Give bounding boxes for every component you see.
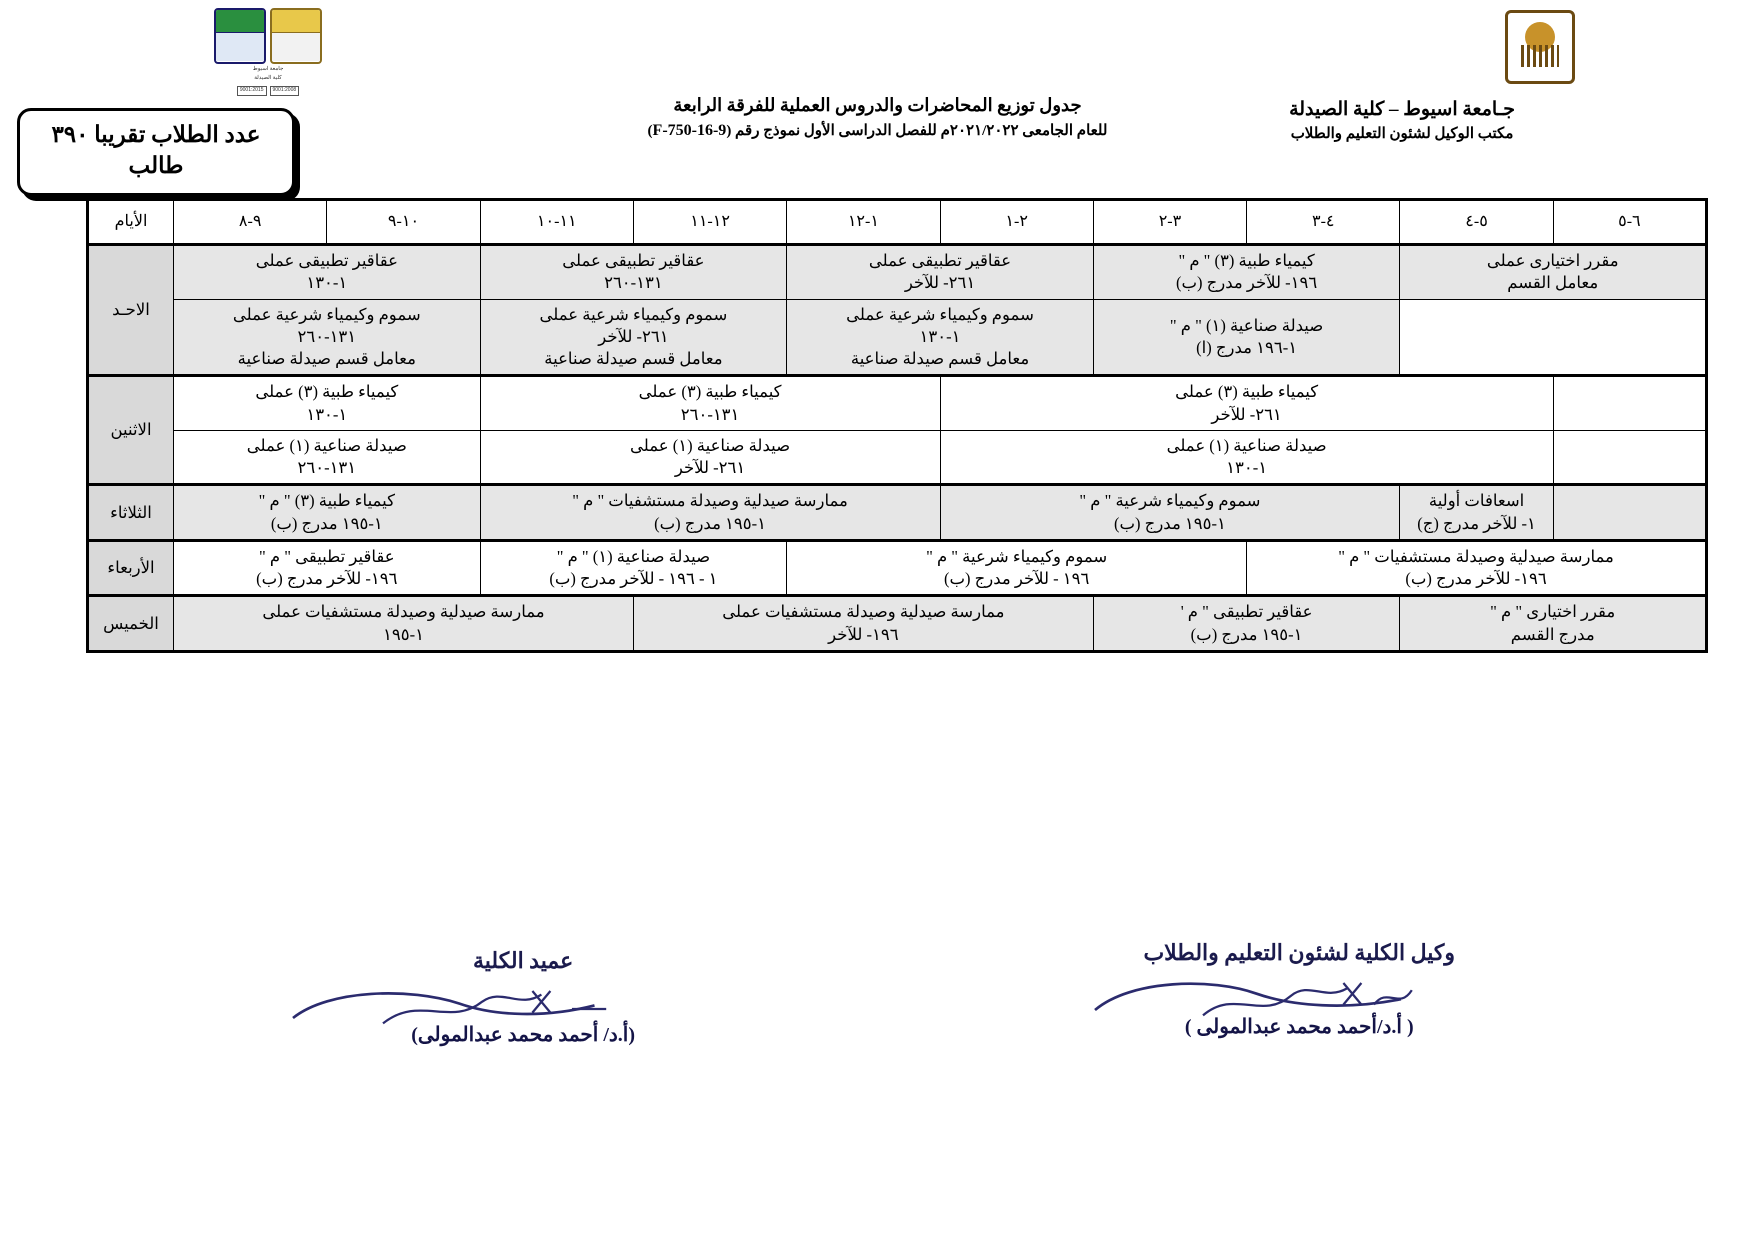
logo-caption-line2: كلية الصيدلة [254, 75, 282, 82]
schedule-cell [174, 596, 634, 652]
schedule-cell-empty [1553, 430, 1706, 485]
time-column-header: ٣-٢ [1093, 200, 1246, 245]
schedule-cell-empty [1553, 485, 1706, 541]
room-range: ١-١٣٠ [919, 326, 961, 346]
signature-area [0, 940, 1755, 1060]
schedule-cell [787, 299, 1094, 376]
room-range: ١٩٦- للآخر مدرج (ب) [1405, 569, 1547, 589]
table-row [88, 596, 1707, 652]
timetable-container [86, 198, 1708, 653]
day-label: الأربعاء [88, 540, 174, 596]
room-range: ٢٦١- للآخر [904, 273, 976, 293]
course-name: سموم وكيمياء شرعية عملى [539, 304, 728, 324]
subtitle-prefix: للعام الجامعى ٢٠٢١/٢٠٢٢م للفصل الدراسى الأول نموذج رقم ( [726, 123, 1108, 139]
room-range: ١-١٩٥ مدرج (ب) [1114, 513, 1226, 533]
university-faculty-name: جـامعة اسيوط – كلية الصيدلة [1289, 99, 1515, 120]
time-column-header: ٥-٤ [1400, 200, 1553, 245]
course-name: مقرر اختيارى عملى [1486, 251, 1619, 270]
room-range: ١- للآخر مدرج (ج) [1417, 513, 1536, 533]
schedule-cell [1400, 245, 1707, 300]
room-range: ٢٦١- للآخر [598, 326, 669, 346]
schedule-cell [480, 299, 787, 376]
room-range: ١-١٩٦ مدرج (ا) [1196, 337, 1298, 357]
schedule-cell [1093, 596, 1400, 652]
course-name: صيدلة صناعية (١) " م " [1169, 315, 1324, 335]
table-row [88, 540, 1707, 596]
course-name: ممارسة صيدلية وصيدلة مستشفيات " م " [572, 491, 848, 511]
time-column-header: ٢-١ [940, 200, 1093, 245]
table-row [88, 245, 1707, 300]
course-name: ممارسة صيدلية وصيدلة مستشفيات عملى [262, 602, 545, 622]
time-column-header: ١-١٢ [787, 200, 940, 245]
schedule-cell [1093, 245, 1400, 300]
course-name: عقاقير تطبيقى " م ' [1180, 602, 1313, 622]
signature-dean [411, 948, 635, 1047]
schedule-cell [787, 540, 1247, 596]
course-name: اسعافات أولية [1428, 491, 1525, 511]
assiut-sun-emblem-icon [1505, 10, 1575, 84]
course-name: كيمياء طبية (٣) عملى [255, 382, 399, 402]
venue-note: معامل قسم صيدلة صناعية [544, 349, 723, 369]
course-name: كيمياء طبية (٣) " م " [1178, 251, 1315, 270]
room-range: ١٩٦- للآخر مدرج (ب) [256, 569, 398, 589]
faculty-seal-icon [214, 8, 266, 64]
course-name: صيدلة صناعية (١) " م " [556, 546, 711, 566]
days-column-header: الأيام [88, 200, 174, 245]
course-name: ممارسة صيدلية وصيدلة مستشفيات عملى [722, 602, 1005, 622]
schedule-table-body [88, 200, 1707, 652]
day-label: الاحـد [88, 245, 174, 376]
course-name: سموم وكيمياء شرعية " م " [926, 546, 1108, 566]
time-column-header: ٤-٣ [1247, 200, 1400, 245]
time-column-header: ١١-١٠ [480, 200, 633, 245]
room-range: مدرج القسم [1510, 624, 1595, 644]
schedule-header-row [88, 200, 1707, 245]
venue-note: معامل قسم صيدلة صناعية [237, 349, 416, 369]
room-range: ١-١٣٠ [306, 404, 348, 424]
day-label: الاثنين [88, 376, 174, 485]
course-name: صيدلة صناعية (١) عملى [630, 435, 791, 455]
time-column-header: ١٢-١١ [633, 200, 786, 245]
course-name: كيمياء طبية (٣) عملى [638, 382, 782, 402]
room-range: ١٣١-٢٦٠ [297, 326, 357, 346]
schedule-table [86, 198, 1708, 653]
course-name: عقاقير تطبيقى عملى [255, 251, 398, 270]
course-name: سموم وكيمياء شرعية " م " [1079, 491, 1261, 511]
room-range: ١-١٩٥ مدرج (ب) [654, 513, 766, 533]
iso-badge-9001-2008: 9001:2008 [270, 86, 300, 96]
room-range: ١٣١-٢٦٠ [297, 458, 357, 478]
schedule-cell [174, 540, 481, 596]
table-row [88, 376, 1707, 431]
university-faculty-logo [208, 8, 328, 100]
schedule-cell [174, 430, 481, 485]
time-column-header: ٩-٨ [174, 200, 327, 245]
room-range: ٢٦١- للآخر [674, 458, 746, 478]
schedule-cell [787, 245, 1094, 300]
venue-note: معامل قسم صيدلة صناعية [850, 349, 1030, 369]
room-range: ١٩٦- للآخر مدرج (ب) [1175, 273, 1318, 293]
schedule-cell [174, 299, 481, 376]
course-name: عقاقير تطبيقى عملى [562, 251, 705, 270]
schedule-cell [480, 430, 940, 485]
course-name: سموم وكيمياء شرعية عملى [232, 304, 421, 324]
course-name: عقاقير تطبيقى عملى [868, 251, 1012, 270]
schedule-cell [1093, 299, 1400, 376]
signature-dean-name: (أ.د/ أحمد محمد عبدالمولى) [411, 1024, 635, 1046]
schedule-cell-empty [1553, 376, 1706, 431]
student-count-note: عدد الطلاب تقريبا ٣٩٠ طالب [17, 108, 295, 196]
signature-vice-dean-name: ( أ.د/أحمد محمد عبدالمولى ) [1184, 1016, 1414, 1038]
schedule-cell [174, 376, 481, 431]
schedule-cell [480, 485, 940, 541]
course-name: صيدلة صناعية (١) عملى [1166, 435, 1327, 455]
schedule-cell [940, 485, 1400, 541]
signature-vice-dean-title: وكيل الكلية لشئون التعليم والطلاب [1143, 940, 1455, 965]
course-name: كيمياء طبية (٣) عملى [1175, 382, 1319, 402]
course-name: صيدلة صناعية (١) عملى [246, 435, 407, 455]
assiut-university-logo [1490, 10, 1590, 88]
course-name: عقاقير تطبيقى " م " [259, 546, 395, 566]
schedule-cell [480, 540, 787, 596]
course-name: ممارسة صيدلية وصيدلة مستشفيات " م " [1338, 546, 1614, 566]
course-name: كيمياء طبية (٣) " م " [258, 491, 395, 511]
schedule-cell [940, 430, 1553, 485]
room-range: ١٩٦- للآخر [828, 624, 899, 644]
schedule-cell [940, 376, 1553, 431]
schedule-cell [1400, 596, 1707, 652]
schedule-cell [1247, 540, 1707, 596]
vice-dean-office-label: مكتب الوكيل لشئون التعليم والطلاب [1290, 125, 1514, 142]
table-row [88, 430, 1707, 485]
form-number: F-750-16-9 [652, 122, 727, 139]
course-name: مقرر اختيارى " م " [1490, 602, 1616, 622]
room-range: ١-١٩٥ مدرج (ب) [270, 513, 383, 533]
room-range: ١-١٣٠ [1226, 458, 1268, 478]
room-range: ١-١٩٥ [382, 624, 424, 644]
room-range: ١٩٦ - للآخر مدرج (ب) [943, 569, 1090, 589]
document-header [0, 0, 1755, 190]
schedule-cell [1400, 485, 1553, 541]
iso-badge-9001-2015: 9001:2015 [237, 86, 267, 96]
day-label: الثلاثاء [88, 485, 174, 541]
room-range: ١٣١-٢٦٠ [604, 273, 663, 293]
room-range: معامل القسم [1507, 273, 1599, 293]
room-range: ١٣١-٢٦٠ [680, 404, 740, 424]
signature-dean-title: عميد الكلية [473, 948, 574, 973]
subtitle-suffix: ) [647, 123, 653, 139]
signature-vice-dean [1143, 940, 1455, 1039]
time-column-header: ٦-٥ [1553, 200, 1706, 245]
schedule-cell [480, 376, 940, 431]
schedule-cell [633, 596, 1093, 652]
schedule-cell-empty [1400, 299, 1707, 376]
time-column-header: ١٠-٩ [327, 200, 480, 245]
table-row [88, 299, 1707, 376]
schedule-cell [480, 245, 787, 300]
room-range: ١ - ١٩٦ - للآخر مدرج (ب) [549, 569, 718, 589]
logo-caption-line1: جامعة اسيوط [252, 66, 284, 72]
course-name: سموم وكيمياء شرعية عملى [846, 304, 1034, 324]
page-title: جدول توزيع المحاضرات والدروس العملية للفرقة الرابعة [673, 95, 1082, 115]
table-row [88, 485, 1707, 541]
room-range: ١-١٩٥ مدرج (ب) [1190, 624, 1303, 644]
room-range: ١-١٣٠ [306, 273, 348, 293]
day-label: الخميس [88, 596, 174, 652]
schedule-cell [174, 245, 481, 300]
schedule-cell [174, 485, 481, 541]
university-seal-icon [270, 8, 322, 64]
room-range: ٢٦١- للآخر [1211, 404, 1282, 424]
